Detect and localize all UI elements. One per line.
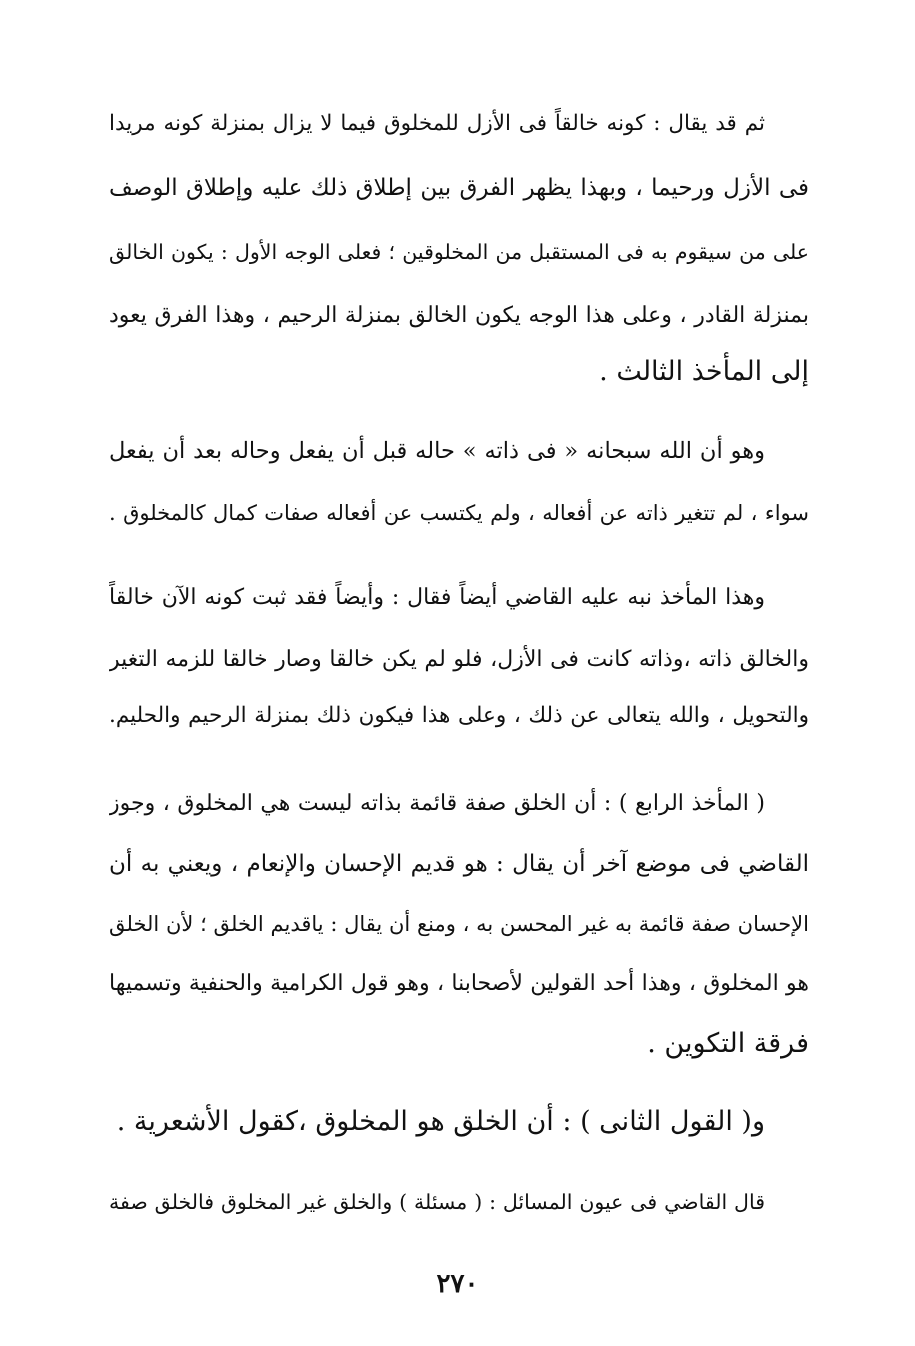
paragraph-4-line-2: القاضي فى موضع آخر أن يقال : هو قديم الإحسان والإنعام ، ويعني به أن (109, 851, 809, 877)
paragraph-1-line-1: ثم قد يقال : كونه خالقاً فى الأزل للمخلوق فيما لا يزال بمنزلة كونه مريدا (109, 111, 765, 136)
paragraph-2-line-2: سواء ، لم تتغير ذاته عن أفعاله ، ولم يكتسب عن أفعاله صفات كمال كالمخلوق . (109, 501, 809, 525)
paragraph-4-line-1: ( المأخذ الرابع ) : أن الخلق صفة قائمة بذاته ليست هي المخلوق ، وجوز (109, 791, 765, 816)
paragraph-1-line-4: بمنزلة القادر ، وعلى هذا الوجه يكون الخالق بمنزلة الرحيم ، وهذا الفرق يعود (109, 303, 809, 328)
paragraph-1-line-2: فى الأزل ورحيما ، وبهذا يظهر الفرق بين إطلاق ذلك عليه وإطلاق الوصف (109, 175, 809, 201)
paragraph-2-line-1: وهو أن الله سبحانه « فى ذاته » حاله قبل أن يفعل وحاله بعد أن يفعل (109, 438, 765, 464)
paragraph-3-line-2: والخالق ذاته ،وذاته كانت فى الأزل، فلو لم يكن خالقا وصار خالقا للزمه التغير (109, 647, 809, 672)
paragraph-3-line-1: وهذا المأخذ نبه عليه القاضي أيضاً فقال : وأيضاً فقد ثبت كونه الآن خالقاً (109, 585, 765, 610)
paragraph-6-line-1: قال القاضي فى عيون المسائل : ( مسئلة ) والخلق غير المخلوق فالخلق صفة (109, 1190, 765, 1214)
paragraph-4-line-5: فرقة التكوين . (647, 1028, 809, 1059)
paragraph-5-line-1: و( القول الثانى ) : أن الخلق هو المخلوق ،كقول الأشعرية . (116, 1106, 765, 1137)
paragraph-4-line-3: الإحسان صفة قائمة به غير المحسن به ، ومنع أن يقال : ياقديم الخلق ؛ لأن الخلق (109, 912, 809, 936)
paragraph-1-line-3: على من سيقوم به فى المستقبل من المخلوقين ؛ فعلى الوجه الأول : يكون الخالق (109, 240, 809, 264)
page-number: ٢٧٠ (436, 1269, 479, 1299)
paragraph-3-line-3: والتحويل ، والله يتعالى عن ذلك ، وعلى هذا فيكون ذلك بمنزلة الرحيم والحليم. (109, 703, 809, 728)
paragraph-1-line-5: إلى المأخذ الثالث . (599, 356, 809, 387)
paragraph-4-line-4: هو المخلوق ، وهذا أحد القولين لأصحابنا ، وهو قول الكرامية والحنفية وتسميها (109, 971, 809, 996)
